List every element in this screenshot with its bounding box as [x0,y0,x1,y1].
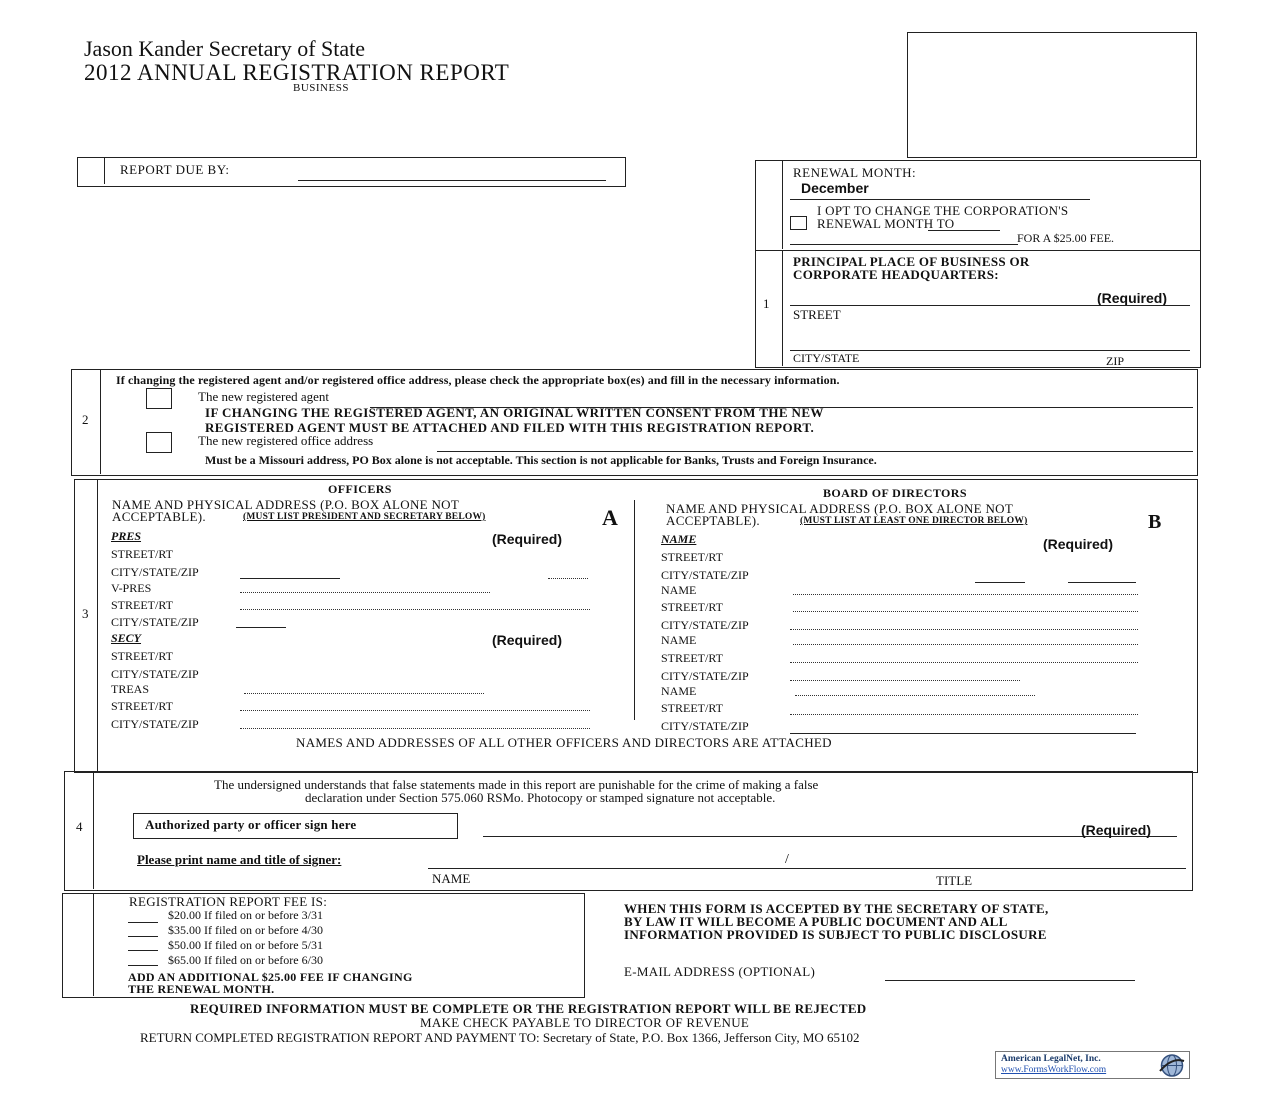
report-due-field[interactable] [298,180,606,181]
new-month-field[interactable] [928,230,1000,231]
corporate-hq-heading: CORPORATE HEADQUARTERS: [793,267,999,282]
director-3-name-label: NAME [661,633,697,647]
secy-required: (Required) [492,632,562,648]
agent-consent-warning-2: REGISTERED AGENT MUST BE ATTACHED AND FILED WITH THIS REGISTRATION REPORT. [205,420,815,435]
director-3-city-field[interactable] [790,680,1020,681]
sign-here-label: Authorized party or officer sign here [145,817,357,832]
director-2-city-field[interactable] [790,629,1138,630]
director-4-street-field[interactable] [790,714,1138,715]
business-name-field[interactable] [790,305,1190,306]
directors-desc-2: ACCEPTABLE). [666,513,760,528]
renewal-month-line [790,199,1090,200]
secy-street-label: STREET/RT [111,649,173,663]
public-document-notice: WHEN THIS FORM IS ACCEPTED BY THE SECRETARY OF STATE, [624,901,1049,916]
renewal-fee-text: FOR A $25.00 FEE. [1017,231,1115,245]
section-2-intro: If changing the registered agent and/or registered office address, please check the appropriate box(es) and fill in the necessary information. [116,373,840,387]
section-2-number: 2 [82,412,89,427]
vpres-label: V-PRES [111,581,152,595]
new-agent-label: The new registered agent [198,389,330,404]
pres-street-label: STREET/RT [111,547,173,561]
required-info-notice: REQUIRED INFORMATION MUST BE COMPLETE OR THE REGISTRATION REPORT WILL BE REJECTED [190,1001,867,1016]
name-caption: NAME [432,871,471,886]
agent-consent-warning: IF CHANGING THE REGISTERED AGENT, AN ORIGINAL WRITTEN CONSENT FROM THE NEW [205,405,824,420]
fee-item-3: $50.00 If filed on or before 5/31 [168,938,323,952]
director-1-name-label: NAME [661,532,697,546]
director-1-city-label: CITY/STATE/ZIP [661,568,749,582]
name-title-separator: / [785,852,789,867]
director-2-name-label: NAME [661,583,697,597]
missouri-address-note: Must be a Missouri address, PO Box alone is not acceptable. This section is not applicable for Banks, Trusts and Foreign Insurance. [205,453,877,467]
report-due-label: REPORT DUE BY: [120,162,230,177]
vpres-field[interactable] [240,592,490,593]
vpres-street-field[interactable] [240,609,590,610]
director-4-name-field[interactable] [795,695,1035,696]
director-4-name-label: NAME [661,684,697,698]
director-2-city-label: CITY/STATE/ZIP [661,618,749,632]
secy-label: SECY [111,631,142,645]
street-label: STREET [793,307,841,322]
fee-check-2[interactable] [128,936,158,937]
section-4-number: 4 [76,819,83,834]
public-document-notice-2: BY LAW IT WILL BECOME A PUBLIC DOCUMENT AND ALL [624,914,1008,929]
officers-heading: OFFICERS [328,482,392,496]
city-state-label: CITY/STATE [793,351,860,365]
false-statement-notice: The undersigned understands that false statements made in this report are punishable for the crime of making a false [214,777,819,792]
additional-fee-note-2: THE RENEWAL MONTH. [128,982,275,996]
print-name-label: Please print name and title of signer: [137,852,342,867]
pres-zip-field[interactable] [548,578,588,579]
officers-desc: NAME AND PHYSICAL ADDRESS (P.O. BOX ALONE NOT [112,497,460,512]
director-4-city-label: CITY/STATE/ZIP [661,719,749,733]
pres-city-label: CITY/STATE/ZIP [111,565,199,579]
opt-change-checkbox[interactable] [790,216,807,230]
payable-notice: MAKE CHECK PAYABLE TO DIRECTOR OF REVENUE [420,1015,750,1030]
director-3-name-field[interactable] [793,644,1138,645]
officers-must-list: (MUST LIST PRESIDENT AND SECRETARY BELOW) [243,512,486,522]
vpres-city-label: CITY/STATE/ZIP [111,615,199,629]
opt-change-text: I OPT TO CHANGE THE CORPORATION'S [817,203,1069,218]
directors-heading: BOARD OF DIRECTORS [823,486,967,500]
director-4-street-label: STREET/RT [661,701,723,715]
secy-city-label: CITY/STATE/ZIP [111,667,199,681]
treas-city-field[interactable] [240,728,590,729]
opt-change-text-2: RENEWAL MONTH TO [817,216,955,231]
director-2-street-field[interactable] [793,611,1138,612]
officers-directors-divider [634,500,635,720]
directors-letter: B [1148,511,1162,533]
legalnet-badge[interactable] [995,1051,1190,1079]
directors-must-list: (MUST LIST AT LEAST ONE DIRECTOR BELOW) [800,516,1028,526]
section-1-number: 1 [763,296,770,311]
new-agent-checkbox[interactable] [146,388,172,409]
section-1-required: (Required) [1097,290,1167,306]
form-title: 2012 ANNUAL REGISTRATION REPORT [84,60,510,85]
vpres-street-label: STREET/RT [111,598,173,612]
treas-city-label: CITY/STATE/ZIP [111,717,199,731]
badge-name: American LegalNet, Inc. [1001,1054,1101,1064]
treas-street-label: STREET/RT [111,699,173,713]
director-3-street-field[interactable] [790,662,1138,663]
new-office-field[interactable] [437,451,1193,452]
principal-place-heading: PRINCIPAL PLACE OF BUSINESS OR [793,254,1030,269]
others-attached-note: NAMES AND ADDRESSES OF ALL OTHER OFFICERS AND DIRECTORS ARE ATTACHED [296,735,832,750]
signature-required: (Required) [1081,822,1151,838]
pres-label: PRES [111,529,142,543]
pres-required: (Required) [492,531,562,547]
badge-url[interactable]: www.FormsWorkFlow.com [1001,1065,1107,1075]
fee-item-2: $35.00 If filed on or before 4/30 [168,923,323,937]
email-label: E-MAIL ADDRESS (OPTIONAL) [624,964,816,979]
section-3-number: 3 [82,606,89,621]
director-3-city-label: CITY/STATE/ZIP [661,669,749,683]
title-caption: TITLE [936,873,973,888]
zip-label: ZIP [1106,354,1124,368]
pres-city-field[interactable] [240,578,340,579]
treas-field[interactable] [244,693,484,694]
vpres-city-field[interactable] [236,627,286,628]
fee-check-4[interactable] [128,965,158,966]
director-2-name-field[interactable] [793,594,1138,595]
additional-fee-note: ADD AN ADDITIONAL $25.00 FEE IF CHANGING [128,970,413,984]
director-3-street-label: STREET/RT [661,651,723,665]
signature-field[interactable] [483,836,1177,837]
director-2-street-label: STREET/RT [661,600,723,614]
directors-desc: NAME AND PHYSICAL ADDRESS (P.O. BOX ALONE NOT [666,501,1014,516]
renewal-month-label: RENEWAL MONTH: [793,165,917,180]
director-4-city-field[interactable] [790,733,1136,734]
officers-letter: A [602,505,618,530]
treas-street-field[interactable] [240,710,590,711]
fee-item-4: $65.00 If filed on or before 6/30 [168,953,323,967]
director-1-street-label: STREET/RT [661,550,723,564]
fee-item-1: $20.00 If filed on or before 3/31 [168,908,323,922]
fee-title: REGISTRATION REPORT FEE IS: [129,894,328,909]
officers-desc-2: ACCEPTABLE). [112,509,206,524]
fee-check-3[interactable] [128,950,158,951]
new-office-label: The new registered office address [198,433,374,448]
renewal-month-value[interactable]: December [801,180,869,196]
public-document-notice-3: INFORMATION PROVIDED IS SUBJECT TO PUBLIC DISCLOSURE [624,927,1047,942]
director-required: (Required) [1043,536,1113,552]
director-1-city-field[interactable] [975,582,1025,583]
director-1-zip-field[interactable] [1068,582,1136,583]
form-subtitle: BUSINESS [293,82,349,94]
office-use-box [907,32,1197,158]
print-name-field[interactable] [428,868,1186,869]
treas-label: TREAS [111,682,150,696]
new-month-line [790,244,1018,245]
new-office-checkbox[interactable] [146,432,172,453]
fee-check-1[interactable] [128,922,158,923]
globe-icon [1158,1053,1186,1078]
false-statement-notice-2: declaration under Section 575.060 RSMo. Photocopy or stamped signature not acceptable. [305,790,776,805]
email-field[interactable] [885,980,1135,981]
issuer-name: Jason Kander Secretary of State [84,36,366,61]
return-address: RETURN COMPLETED REGISTRATION REPORT AND PAYMENT TO: Secretary of State, P.O. Box 1366, Jefferson City, MO 65102 [140,1030,860,1045]
